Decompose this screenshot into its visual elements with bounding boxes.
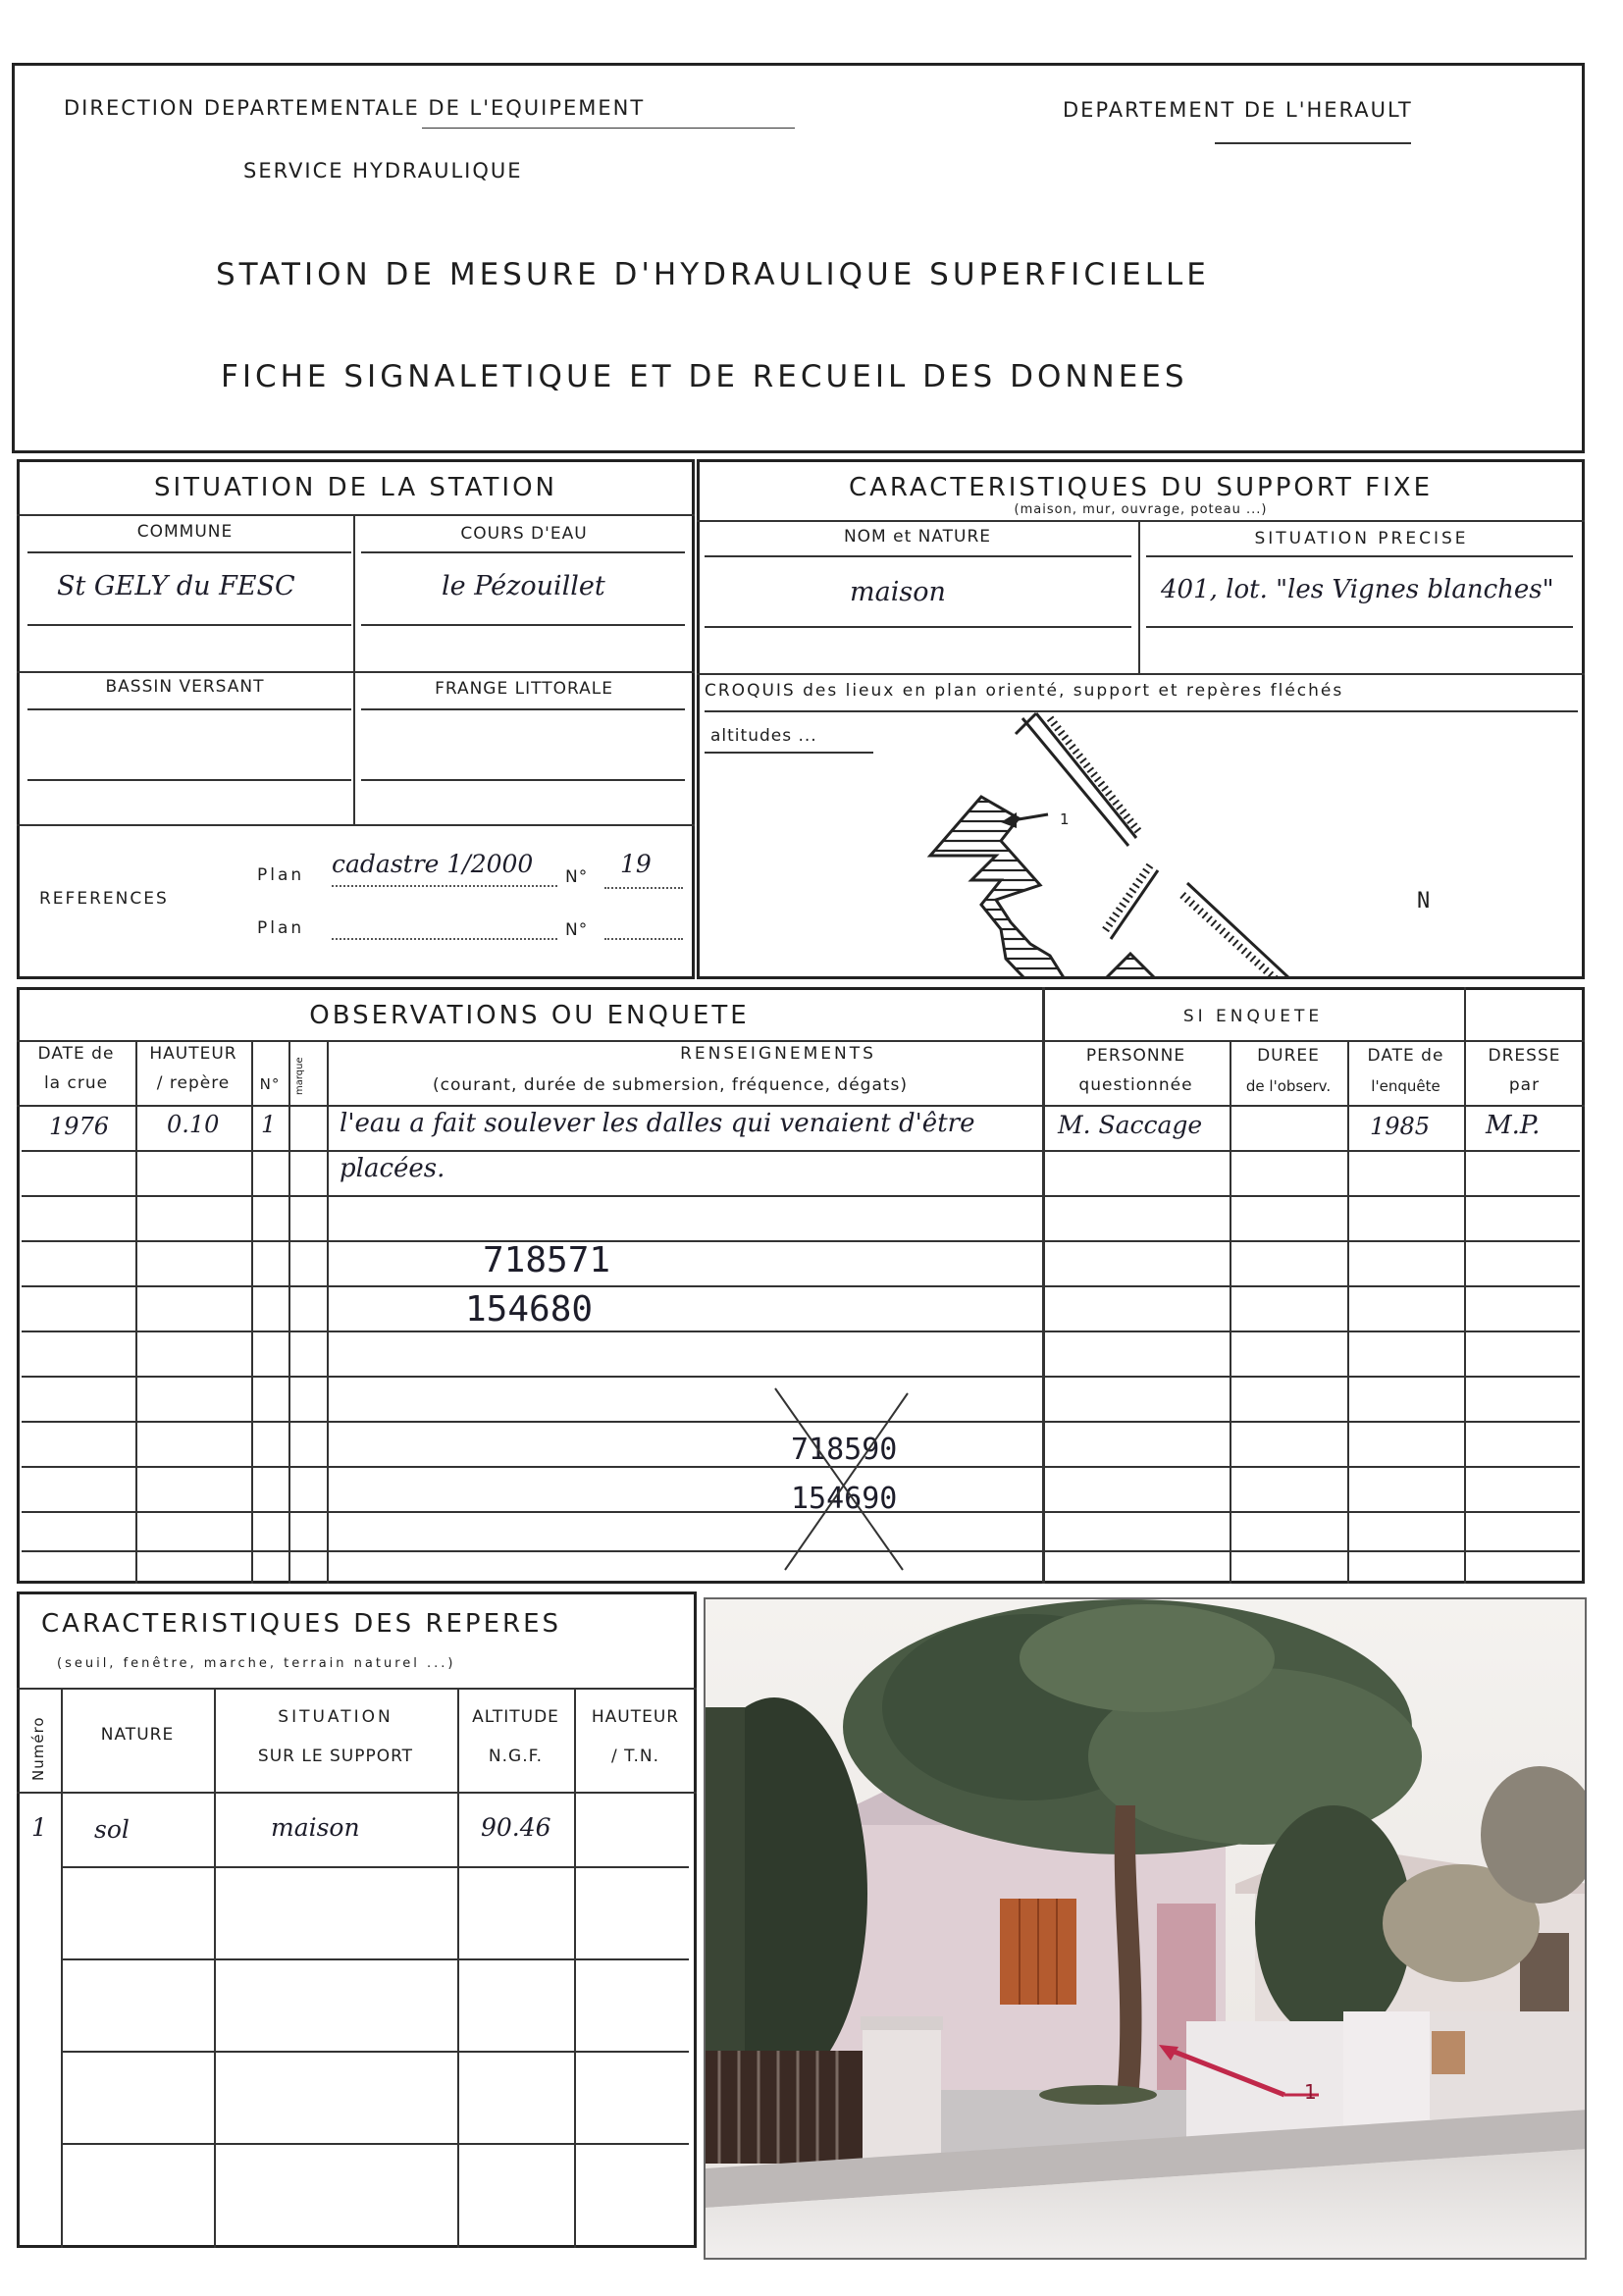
commune-section-line	[17, 671, 695, 673]
obs-numero-value: 1	[261, 1111, 277, 1138]
cours-line-2	[361, 624, 685, 626]
reperes-numero-label: Numéro	[29, 1716, 47, 1781]
situation-heading: SITUATION DE LA STATION	[153, 473, 558, 502]
reperes-hauteur-label-1: HAUTEUR	[591, 1707, 680, 1727]
reperes-box	[17, 1592, 697, 2248]
no2-label: N°	[565, 920, 589, 940]
nom-label: NOM et NATURE	[843, 527, 992, 547]
col-date-label-2: la crue	[43, 1073, 109, 1093]
reperes-altitude-label-1: ALTITUDE	[472, 1707, 559, 1727]
reperes-heading: CARACTERISTIQUES DES REPERES	[41, 1609, 562, 1639]
no1-label: N°	[565, 867, 589, 887]
sketch-marker-label: 1	[1060, 810, 1072, 828]
reperes-row-line-4	[61, 2143, 689, 2145]
form-subtitle: FICHE SIGNALETIQUE ET DE RECUEIL DES DONNEES	[221, 359, 1188, 394]
coords-b-line-2: 154690	[791, 1482, 898, 1516]
col-divider-duree	[1347, 1040, 1349, 1584]
obs-text-line-1: l'eau a fait soulever les dalles qui venaient d'être	[340, 1109, 975, 1138]
col-duree-label-1: DUREE	[1257, 1046, 1320, 1066]
support-subheading: (maison, mur, ouvrage, poteau ...)	[1014, 502, 1268, 517]
frange-line-2	[361, 779, 685, 781]
reperes-situation-label-2: SUR LE SUPPORT	[257, 1747, 414, 1766]
reperes-row-line-1	[61, 1866, 689, 1868]
col-date-label-1: DATE de	[37, 1044, 115, 1064]
support-section-line	[697, 673, 1585, 675]
obs-hauteur-value: 0.10	[167, 1111, 220, 1138]
bassin-section-line	[17, 824, 695, 826]
no1-dots	[604, 887, 683, 889]
situation-heading-line	[17, 514, 695, 516]
col-dresse-label-1: DRESSE	[1488, 1046, 1561, 1066]
no1-value: 19	[620, 850, 652, 878]
reperes-col-situation	[457, 1688, 459, 2248]
reperes-numero-value: 1	[31, 1813, 47, 1842]
croquis-sketch	[903, 708, 1335, 979]
bassin-line-2	[27, 779, 351, 781]
reperes-subheading: (seuil, fenêtre, marche, terrain naturel ...)	[57, 1656, 456, 1671]
coords-b-cross-out	[765, 1383, 922, 1580]
reperes-nature-label: NATURE	[100, 1725, 175, 1745]
obs-text-line-2: placées.	[340, 1154, 445, 1183]
col-personne-label-2: questionnée	[1078, 1075, 1193, 1095]
coords-a-line-2: 154680	[465, 1289, 594, 1330]
obs-row-line-4	[22, 1285, 1580, 1287]
form-title: STATION DE MESURE D'HYDRAULIQUE SUPERFICIELLE	[216, 257, 1210, 292]
obs-row-line-6	[22, 1376, 1580, 1378]
department-text: DEPARTEMENT DE L'HERAULT	[1063, 98, 1413, 122]
bassin-label-line	[27, 708, 351, 710]
bassin-label: BASSIN VERSANT	[105, 677, 265, 697]
commune-value: St GELY du FESC	[57, 571, 295, 601]
enquete-heading: SI ENQUETE	[1182, 1007, 1324, 1026]
col-hauteur-label-2: / repère	[156, 1073, 231, 1093]
col-dresse-label-2: par	[1508, 1075, 1541, 1095]
cours-label-line	[361, 551, 685, 553]
reperes-col-nature	[214, 1688, 216, 2248]
frange-label: FRANGE LITTORALE	[435, 679, 613, 699]
observations-heading: OBSERVATIONS OU ENQUETE	[309, 1001, 750, 1030]
croquis-label-2: altitudes ...	[710, 726, 817, 746]
col-date-enquete-label-2: l'enquête	[1371, 1077, 1440, 1095]
col-personne-label-1: PERSONNE	[1085, 1046, 1186, 1066]
reperes-col-altitude	[574, 1688, 576, 2248]
reperes-hauteur-label-2: / T.N.	[610, 1747, 660, 1766]
situation-label-line	[1146, 555, 1573, 557]
support-building	[930, 797, 1065, 979]
col-renseignements-sublabel: (courant, durée de submersion, fréquence, dégats)	[432, 1075, 909, 1095]
obs-date-value: 1976	[49, 1113, 110, 1140]
commune-label-line	[27, 551, 351, 553]
obs-dresse-value: M.P.	[1486, 1111, 1541, 1140]
no2-dots	[604, 938, 683, 940]
reperes-altitude-label-2: N.G.F.	[488, 1747, 544, 1766]
situation-precise-value: 401, lot. "les Vignes blanches"	[1161, 575, 1554, 604]
col-divider-hauteur	[251, 1040, 253, 1584]
commune-line-2	[27, 624, 351, 626]
cours-value: le Pézouillet	[442, 571, 605, 601]
col-renseignements-label: RENSEIGNEMENTS	[680, 1044, 876, 1064]
photo-marker-label: 1	[1304, 2080, 1317, 2104]
direction-text: DIRECTION DEPARTEMENTALE DE L'EQUIPEMENT	[64, 96, 646, 120]
north-label: N	[1417, 889, 1433, 913]
obs-personne-value: M. Saccage	[1058, 1111, 1203, 1139]
obs-row-line-3	[22, 1240, 1580, 1242]
nom-label-line	[705, 555, 1131, 557]
col-marque-label: marque	[294, 1057, 305, 1095]
obs-date-enquete-value: 1985	[1370, 1113, 1431, 1140]
col-duree-label-2: de l'observ.	[1245, 1077, 1332, 1095]
plan2-dots	[332, 938, 557, 940]
reperes-altitude-value: 90.46	[481, 1813, 551, 1842]
croquis-label-2-line	[705, 752, 873, 754]
direction-underline	[422, 128, 795, 129]
support-heading-line	[697, 520, 1585, 522]
reperes-situation-label-1: SITUATION	[278, 1707, 393, 1727]
coords-a-line-1: 718571	[483, 1240, 611, 1280]
nom-line-2	[705, 626, 1131, 628]
reperes-nature-value: sol	[94, 1815, 130, 1844]
situation-line-2	[1146, 626, 1573, 628]
reperes-row-line-2	[61, 1958, 689, 1960]
col-divider-personne	[1230, 1040, 1231, 1584]
obs-row-line-1	[22, 1150, 1580, 1152]
station-photo-drawing	[706, 1599, 1587, 2260]
references-label: REFERENCES	[39, 889, 169, 909]
croquis-label: CROQUIS des lieux en plan orienté, support et repères fléchés	[705, 681, 1344, 701]
station-photo	[704, 1597, 1587, 2260]
situation-mid-divider	[353, 514, 355, 826]
department-underline	[1215, 142, 1411, 144]
col-divider-no	[288, 1040, 290, 1584]
reperes-heading-line	[17, 1688, 697, 1690]
plan1-value: cadastre 1/2000	[332, 850, 534, 878]
col-divider-date	[135, 1040, 137, 1584]
coords-b-line-1: 718590	[791, 1433, 898, 1467]
support-heading: CARACTERISTIQUES DU SUPPORT FIXE	[848, 473, 1434, 502]
plan2-label: Plan	[257, 918, 305, 938]
reperes-col-numero	[61, 1688, 63, 2248]
col-divider-marque	[327, 1040, 329, 1584]
col-no-label: N°	[259, 1075, 281, 1093]
cours-label: COURS D'EAU	[460, 524, 588, 544]
obs-row-line-2	[22, 1195, 1580, 1197]
service-text: SERVICE HYDRAULIQUE	[243, 159, 523, 183]
reperes-row-line-3	[61, 2051, 689, 2053]
situation-precise-label: SITUATION PRECISE	[1254, 529, 1469, 548]
obs-row-line-5	[22, 1331, 1580, 1332]
reperes-header-line	[17, 1792, 697, 1794]
col-date-enquete-label-1: DATE de	[1367, 1046, 1444, 1066]
commune-label: COMMUNE	[136, 522, 234, 542]
frange-label-line	[361, 708, 685, 710]
nom-value: maison	[850, 577, 946, 607]
plan1-dots	[332, 885, 557, 887]
col-hauteur-label-1: HAUTEUR	[149, 1044, 237, 1064]
reperes-situation-value: maison	[271, 1813, 360, 1842]
plan1-label: Plan	[257, 865, 305, 885]
obs-header-line	[17, 1105, 1585, 1107]
